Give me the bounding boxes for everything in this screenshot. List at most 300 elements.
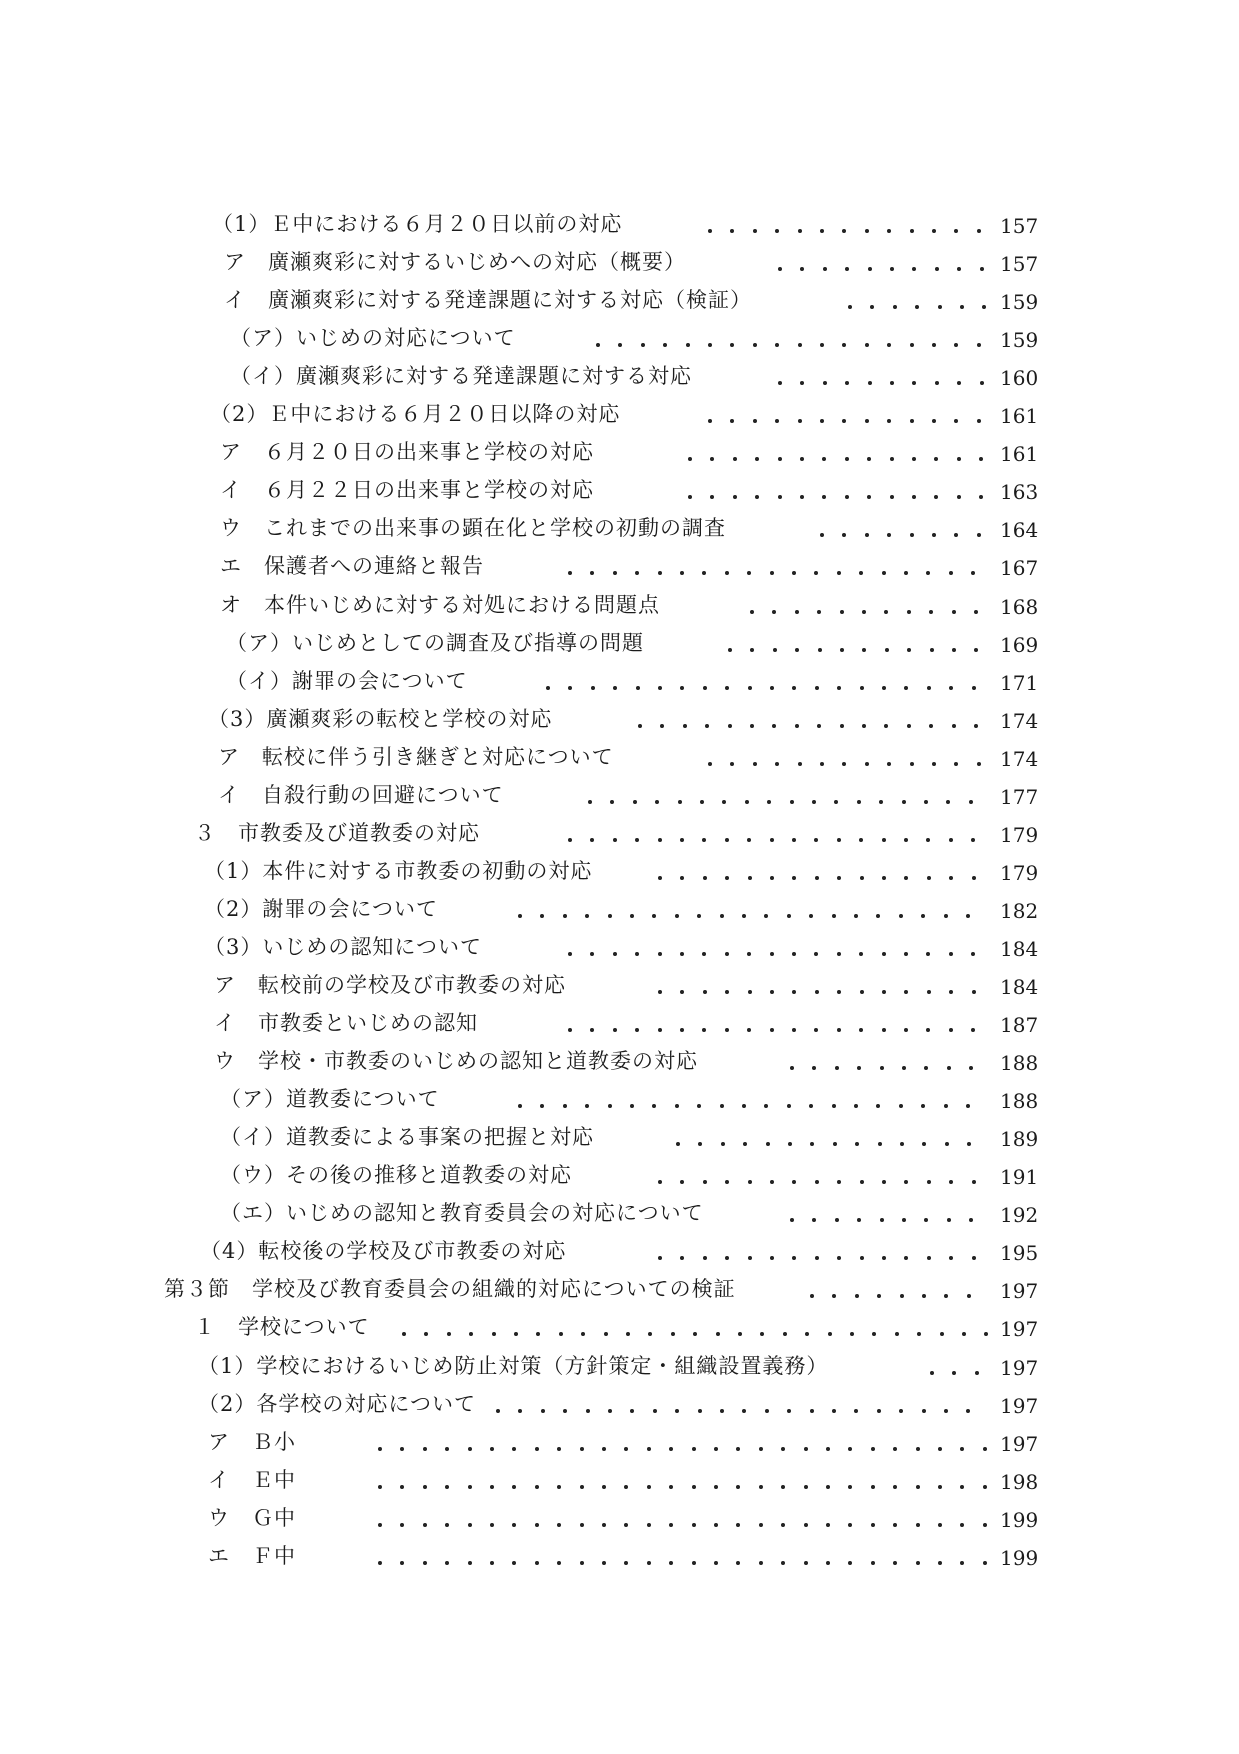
toc-entry-page-number: 199 bbox=[1000, 1507, 1039, 1532]
leader-dot bbox=[633, 800, 637, 804]
leader-dot bbox=[840, 724, 844, 728]
leader-dot bbox=[871, 1561, 875, 1565]
leader-dot bbox=[798, 229, 802, 233]
leader-dot bbox=[638, 724, 642, 728]
toc-entry-page-number: 182 bbox=[1000, 898, 1039, 923]
leader-dot bbox=[876, 914, 880, 918]
toc-entry bbox=[0, 395, 1239, 429]
leader-dot bbox=[845, 267, 849, 271]
leader-dot bbox=[423, 1561, 427, 1565]
leader-dot bbox=[736, 1485, 740, 1489]
leader-dot bbox=[798, 419, 802, 423]
leader-dot bbox=[748, 686, 752, 690]
leader-dot bbox=[900, 1294, 904, 1298]
leader-dot bbox=[877, 1294, 881, 1298]
leader-dot bbox=[580, 1561, 584, 1565]
leader-dot bbox=[826, 1561, 830, 1565]
leader-dot bbox=[890, 267, 894, 271]
toc-entry-page-number: 184 bbox=[1000, 975, 1039, 999]
leader-dot bbox=[624, 1561, 628, 1565]
leader-dot bbox=[820, 343, 824, 347]
leader-dot bbox=[932, 419, 936, 423]
leader-dot bbox=[722, 800, 726, 804]
toc-entry-label: （エ）いじめの認知と教育委員会の対応について bbox=[220, 1201, 704, 1226]
toc-entry-label: （ア）いじめとしての調査及び指導の問題 bbox=[226, 630, 644, 655]
leader-dot bbox=[924, 800, 928, 804]
leader-dot bbox=[820, 533, 824, 537]
leader-dot bbox=[949, 1256, 953, 1260]
leader-dot bbox=[770, 571, 774, 575]
leader-dot bbox=[832, 1409, 836, 1413]
leader-dot bbox=[957, 495, 961, 499]
dot-leader bbox=[518, 1104, 985, 1108]
leader-dot bbox=[770, 1180, 774, 1184]
leader-dot bbox=[921, 1104, 925, 1108]
leader-dot bbox=[798, 762, 802, 766]
leader-dot bbox=[862, 648, 866, 652]
leader-dot bbox=[792, 1256, 796, 1260]
leader-dot bbox=[805, 1332, 809, 1336]
toc-entry bbox=[0, 205, 1239, 239]
leader-dot bbox=[822, 495, 826, 499]
toc-entry-label: （4）転校後の学校及び市教委の対応 bbox=[200, 1239, 567, 1264]
leader-dot bbox=[725, 686, 729, 690]
leader-dot bbox=[840, 648, 844, 652]
leader-dot bbox=[703, 1256, 707, 1260]
leader-dot bbox=[755, 495, 759, 499]
leader-dot bbox=[759, 1485, 763, 1489]
leader-dot bbox=[969, 800, 973, 804]
dot-leader bbox=[402, 1332, 985, 1336]
leader-dot bbox=[692, 1561, 696, 1565]
leader-dot bbox=[977, 343, 981, 347]
leader-dot bbox=[708, 419, 712, 423]
leader-dot bbox=[720, 1104, 724, 1108]
toc-entry bbox=[0, 509, 1239, 543]
leader-dot bbox=[833, 1142, 837, 1146]
leader-dot bbox=[770, 1256, 774, 1260]
leader-dot bbox=[514, 1332, 518, 1336]
toc-entry-label: エ Ｆ中 bbox=[208, 1543, 296, 1568]
leader-dot bbox=[904, 952, 908, 956]
toc-entry-label: イ 自殺行動の回避について bbox=[218, 782, 504, 807]
leader-dot bbox=[876, 1104, 880, 1108]
leader-dot bbox=[535, 1561, 539, 1565]
toc-entry-page-number: 179 bbox=[1000, 860, 1039, 885]
leader-dot bbox=[725, 1028, 729, 1032]
toc-entry bbox=[0, 928, 1239, 962]
leader-dot bbox=[893, 1561, 897, 1565]
toc-entry-page-number: 174 bbox=[1000, 746, 1039, 771]
leader-dot bbox=[423, 1485, 427, 1489]
leader-dot bbox=[809, 914, 813, 918]
leader-dot bbox=[954, 762, 958, 766]
leader-dot bbox=[927, 876, 931, 880]
leader-dot bbox=[610, 800, 614, 804]
leader-dot bbox=[926, 952, 930, 956]
leader-dot bbox=[588, 800, 592, 804]
leader-dot bbox=[887, 762, 891, 766]
leader-dot bbox=[445, 1485, 449, 1489]
toc-entry-page-number: 171 bbox=[1000, 670, 1039, 695]
leader-dot bbox=[613, 952, 617, 956]
leader-dot bbox=[669, 1523, 673, 1527]
leader-dot bbox=[949, 876, 953, 880]
leader-dot bbox=[790, 800, 794, 804]
leader-dot bbox=[400, 1561, 404, 1565]
leader-dot bbox=[725, 990, 729, 994]
leader-dot bbox=[854, 1409, 858, 1413]
leader-dot bbox=[859, 571, 863, 575]
leader-dot bbox=[445, 1561, 449, 1565]
toc-entry-page-number: 168 bbox=[1000, 594, 1039, 619]
leader-dot bbox=[669, 1447, 673, 1451]
toc-entry-label: （3）廣瀬爽彩の転校と学校の対応 bbox=[208, 706, 553, 731]
leader-dot bbox=[922, 1294, 926, 1298]
leader-dot bbox=[795, 610, 799, 614]
dot-leader bbox=[496, 1409, 985, 1413]
leader-dot bbox=[907, 610, 911, 614]
leader-dot bbox=[860, 1180, 864, 1184]
leader-dot bbox=[608, 1409, 612, 1413]
toc-entry-page-number: 197 bbox=[1000, 1279, 1039, 1304]
leader-dot bbox=[702, 952, 706, 956]
leader-dot bbox=[725, 838, 729, 842]
toc-entry-page-number: 197 bbox=[1000, 1431, 1039, 1456]
toc-entry bbox=[0, 1156, 1239, 1190]
leader-dot bbox=[904, 838, 908, 842]
leader-dot bbox=[496, 1409, 500, 1413]
leader-dot bbox=[688, 495, 692, 499]
leader-dot bbox=[792, 686, 796, 690]
leader-dot bbox=[720, 914, 724, 918]
leader-dot bbox=[580, 1447, 584, 1451]
leader-dot bbox=[738, 1332, 742, 1336]
leader-dot bbox=[730, 343, 734, 347]
leader-dot bbox=[832, 914, 836, 918]
leader-dot bbox=[882, 1180, 886, 1184]
leader-dot bbox=[924, 1218, 928, 1222]
leader-dot bbox=[602, 1561, 606, 1565]
leader-dot bbox=[586, 1409, 590, 1413]
leader-dot bbox=[895, 1332, 899, 1336]
leader-dot bbox=[854, 914, 858, 918]
leader-dot bbox=[635, 1028, 639, 1032]
toc-entry-page-number: 199 bbox=[1000, 1545, 1039, 1570]
leader-dot bbox=[969, 1066, 973, 1070]
dot-leader bbox=[778, 381, 985, 385]
leader-dot bbox=[800, 267, 804, 271]
leader-dot bbox=[675, 1104, 679, 1108]
leader-dot bbox=[490, 1447, 494, 1451]
leader-dot bbox=[590, 1028, 594, 1032]
leader-dot bbox=[971, 838, 975, 842]
leader-dot bbox=[613, 838, 617, 842]
leader-dot bbox=[747, 1028, 751, 1032]
dot-leader bbox=[848, 305, 985, 309]
toc-entry-label: オ 本件いじめに対する対処における問題点 bbox=[220, 592, 660, 617]
leader-dot bbox=[742, 1104, 746, 1108]
leader-dot bbox=[882, 571, 886, 575]
leader-dot bbox=[792, 838, 796, 842]
leader-dot bbox=[680, 1256, 684, 1260]
toc-entry-page-number: 197 bbox=[1000, 1355, 1039, 1380]
toc-entry-page-number: 164 bbox=[1000, 518, 1039, 543]
leader-dot bbox=[781, 1485, 785, 1489]
leader-dot bbox=[912, 267, 916, 271]
leader-dot bbox=[972, 990, 976, 994]
toc-entry-page-number: 159 bbox=[1000, 328, 1039, 353]
leader-dot bbox=[686, 343, 690, 347]
leader-dot bbox=[680, 1028, 684, 1032]
leader-dot bbox=[814, 838, 818, 842]
leader-dot bbox=[865, 343, 869, 347]
leader-dot bbox=[848, 1485, 852, 1489]
leader-dot bbox=[658, 952, 662, 956]
leader-dot bbox=[865, 762, 869, 766]
leader-dot bbox=[469, 1332, 473, 1336]
leader-dot bbox=[945, 1142, 949, 1146]
toc-entry-label: イ ６月２２日の出来事と学校の対応 bbox=[220, 478, 594, 503]
leader-dot bbox=[655, 800, 659, 804]
toc-entry bbox=[0, 1042, 1239, 1076]
leader-dot bbox=[952, 648, 956, 652]
leader-dot bbox=[708, 762, 712, 766]
toc-entry bbox=[0, 662, 1239, 696]
toc-entry-page-number: 161 bbox=[1000, 404, 1039, 429]
leader-dot bbox=[899, 1104, 903, 1108]
toc-entry-label: （2）謝罪の会について bbox=[204, 896, 438, 921]
leader-dot bbox=[865, 533, 869, 537]
leader-dot bbox=[929, 610, 933, 614]
leader-dot bbox=[822, 457, 826, 461]
leader-dot bbox=[835, 1066, 839, 1070]
leader-dot bbox=[714, 1485, 718, 1489]
toc-entry-label: （ア）道教委について bbox=[220, 1087, 440, 1112]
dot-leader bbox=[778, 267, 985, 271]
leader-dot bbox=[647, 1523, 651, 1527]
leader-dot bbox=[927, 990, 931, 994]
leader-dot bbox=[747, 838, 751, 842]
dot-leader bbox=[676, 1142, 985, 1146]
leader-dot bbox=[624, 1447, 628, 1451]
leader-dot bbox=[837, 952, 841, 956]
leader-dot bbox=[880, 1218, 884, 1222]
toc-entry-label: （ア）いじめの対応について bbox=[230, 326, 516, 351]
leader-dot bbox=[748, 990, 752, 994]
leader-dot bbox=[902, 1066, 906, 1070]
toc-entry-label: ア 転校前の学校及び市教委の対応 bbox=[214, 973, 566, 997]
leader-dot bbox=[725, 1180, 729, 1184]
leader-dot bbox=[591, 686, 595, 690]
leader-dot bbox=[736, 1561, 740, 1565]
leader-dot bbox=[848, 1561, 852, 1565]
leader-dot bbox=[635, 838, 639, 842]
leader-dot bbox=[944, 914, 948, 918]
leader-dot bbox=[980, 381, 984, 385]
toc-entry bbox=[0, 624, 1239, 658]
leader-dot bbox=[882, 838, 886, 842]
leader-dot bbox=[671, 1332, 675, 1336]
leader-dot bbox=[893, 1485, 897, 1489]
leader-dot bbox=[904, 1028, 908, 1032]
leader-dot bbox=[540, 1104, 544, 1108]
leader-dot bbox=[658, 1028, 662, 1032]
leader-dot bbox=[893, 1447, 897, 1451]
leader-dot bbox=[934, 457, 938, 461]
leader-dot bbox=[781, 1523, 785, 1527]
dot-leader bbox=[378, 1447, 985, 1451]
leader-dot bbox=[540, 914, 544, 918]
leader-dot bbox=[871, 1447, 875, 1451]
leader-dot bbox=[512, 1447, 516, 1451]
leader-dot bbox=[468, 1561, 472, 1565]
leader-dot bbox=[468, 1447, 472, 1451]
leader-dot bbox=[518, 1104, 522, 1108]
toc-entry bbox=[0, 319, 1239, 353]
leader-dot bbox=[585, 914, 589, 918]
leader-dot bbox=[750, 648, 754, 652]
leader-dot bbox=[596, 343, 600, 347]
leader-dot bbox=[957, 381, 961, 385]
leader-dot bbox=[423, 1447, 427, 1451]
leader-dot bbox=[590, 838, 594, 842]
toc-entry-label: ア 廣瀬爽彩に対するいじめへの対応（概要） bbox=[224, 250, 686, 275]
leader-dot bbox=[977, 419, 981, 423]
leader-dot bbox=[675, 914, 679, 918]
leader-dot bbox=[932, 343, 936, 347]
leader-dot bbox=[669, 1561, 673, 1565]
dot-leader bbox=[688, 457, 985, 461]
leader-dot bbox=[742, 1409, 746, 1413]
leader-dot bbox=[904, 686, 908, 690]
toc-entry bbox=[0, 966, 1239, 1000]
leader-dot bbox=[893, 1523, 897, 1527]
leader-dot bbox=[935, 267, 939, 271]
leader-dot bbox=[815, 990, 819, 994]
leader-dot bbox=[759, 1561, 763, 1565]
dot-leader bbox=[658, 876, 985, 880]
leader-dot bbox=[954, 419, 958, 423]
leader-dot bbox=[938, 1447, 942, 1451]
leader-dot bbox=[855, 1294, 859, 1298]
leader-dot bbox=[944, 1104, 948, 1108]
leader-dot bbox=[927, 686, 931, 690]
leader-dot bbox=[613, 686, 617, 690]
leader-dot bbox=[402, 1332, 406, 1336]
leader-dot bbox=[778, 381, 782, 385]
toc-entry-page-number: 195 bbox=[1000, 1241, 1039, 1266]
toc-entry-page-number: 163 bbox=[1000, 480, 1039, 505]
leader-dot bbox=[652, 1104, 656, 1108]
leader-dot bbox=[697, 1104, 701, 1108]
leader-dot bbox=[810, 1294, 814, 1298]
leader-dot bbox=[983, 1523, 987, 1527]
leader-dot bbox=[842, 343, 846, 347]
leader-dot bbox=[842, 533, 846, 537]
leader-dot bbox=[635, 952, 639, 956]
leader-dot bbox=[818, 648, 822, 652]
leader-dot bbox=[882, 1028, 886, 1032]
leader-dot bbox=[848, 1523, 852, 1527]
leader-dot bbox=[590, 952, 594, 956]
leader-dot bbox=[949, 952, 953, 956]
leader-dot bbox=[775, 229, 779, 233]
leader-dot bbox=[840, 610, 844, 614]
leader-dot bbox=[902, 800, 906, 804]
toc-entry-label: （イ）廣瀬爽彩に対する発達課題に対する対応 bbox=[230, 364, 692, 389]
leader-dot bbox=[910, 229, 914, 233]
leader-dot bbox=[702, 571, 706, 575]
leader-dot bbox=[868, 381, 872, 385]
toc-entry bbox=[0, 1537, 1239, 1571]
dot-leader bbox=[378, 1485, 985, 1489]
leader-dot bbox=[832, 1294, 836, 1298]
leader-dot bbox=[860, 990, 864, 994]
leader-dot bbox=[879, 800, 883, 804]
leader-dot bbox=[773, 648, 777, 652]
toc-entry-label: ア 転校に伴う引き継ぎと対応について bbox=[218, 744, 614, 769]
leader-dot bbox=[972, 876, 976, 880]
leader-dot bbox=[787, 1409, 791, 1413]
toc-entry-label: ３ 市教委及び道教委の対応 bbox=[194, 820, 480, 845]
leader-dot bbox=[635, 571, 639, 575]
leader-dot bbox=[563, 1104, 567, 1108]
leader-dot bbox=[770, 876, 774, 880]
leader-dot bbox=[748, 1256, 752, 1260]
leader-dot bbox=[710, 495, 714, 499]
leader-dot bbox=[910, 343, 914, 347]
leader-dot bbox=[753, 762, 757, 766]
toc-entry bbox=[0, 852, 1239, 886]
leader-dot bbox=[871, 1523, 875, 1527]
leader-dot bbox=[979, 457, 983, 461]
leader-dot bbox=[949, 1028, 953, 1032]
leader-dot bbox=[967, 1142, 971, 1146]
leader-dot bbox=[842, 419, 846, 423]
leader-dot bbox=[910, 762, 914, 766]
leader-dot bbox=[658, 990, 662, 994]
leader-dot bbox=[872, 1332, 876, 1336]
leader-dot bbox=[935, 381, 939, 385]
leader-dot bbox=[688, 457, 692, 461]
leader-dot bbox=[630, 914, 634, 918]
toc-entry-label: １ 学校について bbox=[194, 1315, 370, 1340]
toc-entry-page-number: 198 bbox=[1000, 1469, 1039, 1494]
leader-dot bbox=[887, 533, 891, 537]
leader-dot bbox=[658, 686, 662, 690]
dot-leader bbox=[708, 229, 985, 233]
toc-entry-page-number: 188 bbox=[1000, 1089, 1039, 1114]
leader-dot bbox=[692, 1485, 696, 1489]
leader-dot bbox=[693, 1332, 697, 1336]
leader-dot bbox=[680, 876, 684, 880]
leader-dot bbox=[765, 1409, 769, 1413]
leader-dot bbox=[812, 1218, 816, 1222]
leader-dot bbox=[490, 1485, 494, 1489]
leader-dot bbox=[857, 800, 861, 804]
leader-dot bbox=[927, 1256, 931, 1260]
leader-dot bbox=[900, 1142, 904, 1146]
toc-entry bbox=[0, 1385, 1239, 1419]
leader-dot bbox=[954, 533, 958, 537]
toc-entry-page-number: 179 bbox=[1000, 822, 1039, 847]
leader-dot bbox=[792, 1028, 796, 1032]
leader-dot bbox=[975, 1371, 979, 1375]
leader-dot bbox=[602, 1485, 606, 1489]
leader-dot bbox=[764, 914, 768, 918]
leader-dot bbox=[733, 457, 737, 461]
